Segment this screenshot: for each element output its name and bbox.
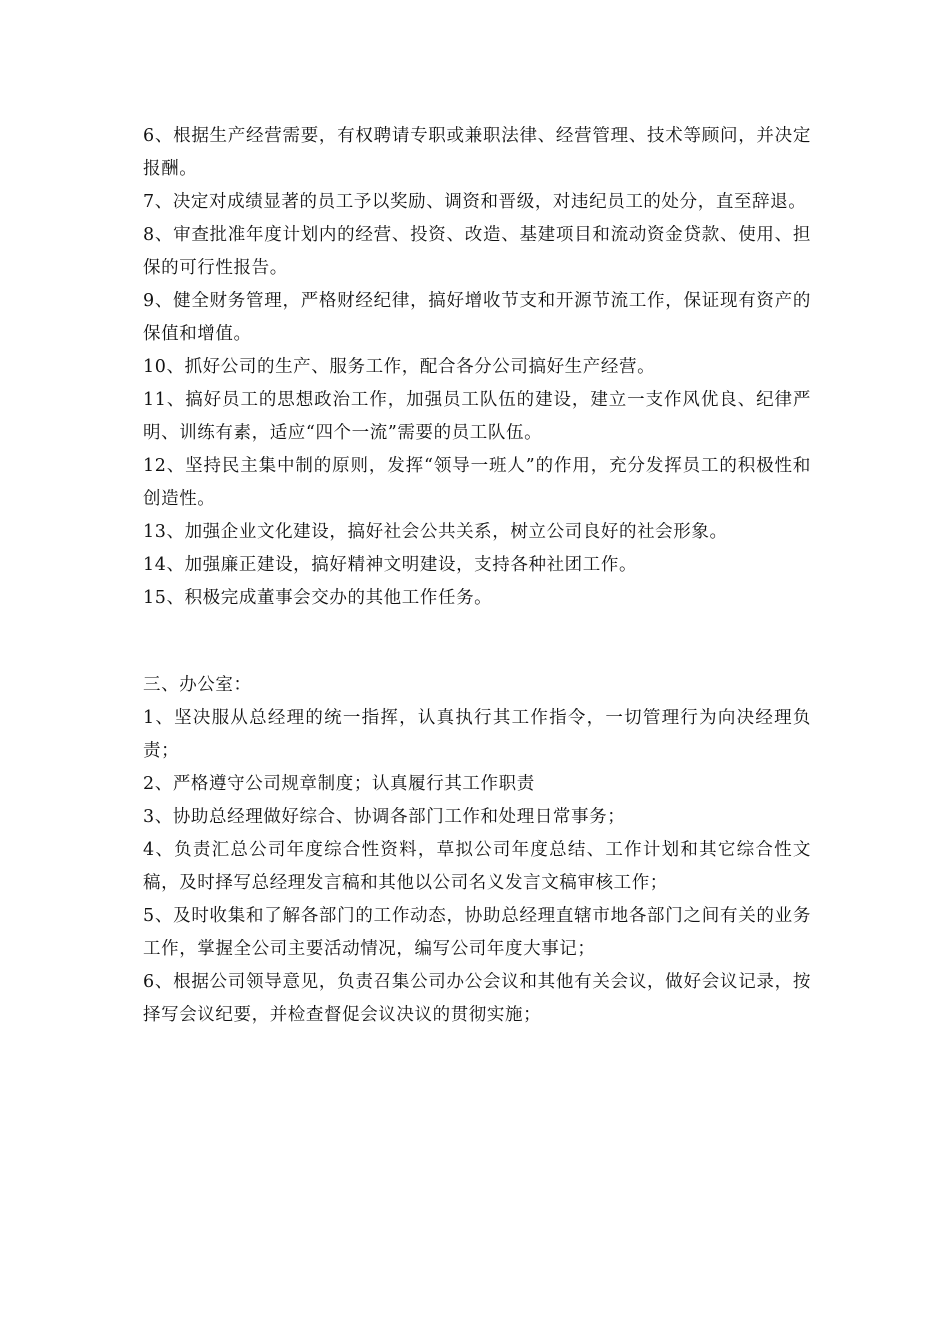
list-item: 14、加强廉正建设，搞好精神文明建设，支持各种社团工作。 — [143, 555, 638, 575]
list-item: 7、决定对成绩显著的员工予以奖励、调资和晋级，对违纪员工的处分，直至辞退。 — [143, 192, 807, 212]
list-item: 12、坚持民主集中制的原则，发挥“领导一班人”的作用，充分发挥员工的积极性和创造性。 — [143, 456, 811, 509]
list-item: 13、加强企业文化建设，搞好社会公共关系，树立公司良好的社会形象。 — [143, 522, 728, 542]
list-item: 1、坚决服从总经理的统一指挥，认真执行其工作指令，一切管理行为向决经理负责； — [143, 708, 811, 761]
section-spacer — [143, 615, 811, 669]
list-item: 2、严格遵守公司规章制度；认真履行其工作职责 — [143, 774, 535, 794]
section-heading: 三、办公室： — [143, 675, 252, 695]
document-body — [143, 120, 811, 1032]
list-item: 9、健全财务管理，严格财经纪律，搞好增收节支和开源节流工作，保证现有资产的保值和增值。 — [143, 291, 811, 344]
list-item: 4、负责汇总公司年度综合性资料，草拟公司年度总结、工作计划和其它综合性文稿，及时择写总经理发言稿和其他以公司名义发言文稿审核工作； — [143, 840, 811, 893]
list-item: 10、抓好公司的生产、服务工作，配合各分公司搞好生产经营。 — [143, 357, 656, 377]
list-item: 15、积极完成董事会交办的其他工作任务。 — [143, 588, 493, 608]
list-item: 6、根据公司领导意见，负责召集公司办公会议和其他有关会议，做好会议记录，按择写会议纪要，并检查督促会议决议的贯彻实施； — [143, 972, 811, 1025]
list-item: 8、审查批准年度计划内的经营、投资、改造、基建项目和流动资金贷款、使用、担保的可行性报告。 — [143, 225, 811, 278]
list-item: 6、根据生产经营需要，有权聘请专职或兼职法律、经营管理、技术等顾问，并决定报酬。 — [143, 126, 811, 179]
list-item: 11、搞好员工的思想政治工作，加强员工队伍的建设，建立一支作风优良、纪律严明、训练有素，适应“四个一流”需要的员工队伍。 — [143, 390, 811, 443]
list-item: 5、及时收集和了解各部门的工作动态，协助总经理直辖市地各部门之间有关的业务工作，掌握全公司主要活动情况，编写公司年度大事记； — [143, 906, 811, 959]
list-item: 3、协助总经理做好综合、协调各部门工作和处理日常事务； — [143, 807, 626, 827]
